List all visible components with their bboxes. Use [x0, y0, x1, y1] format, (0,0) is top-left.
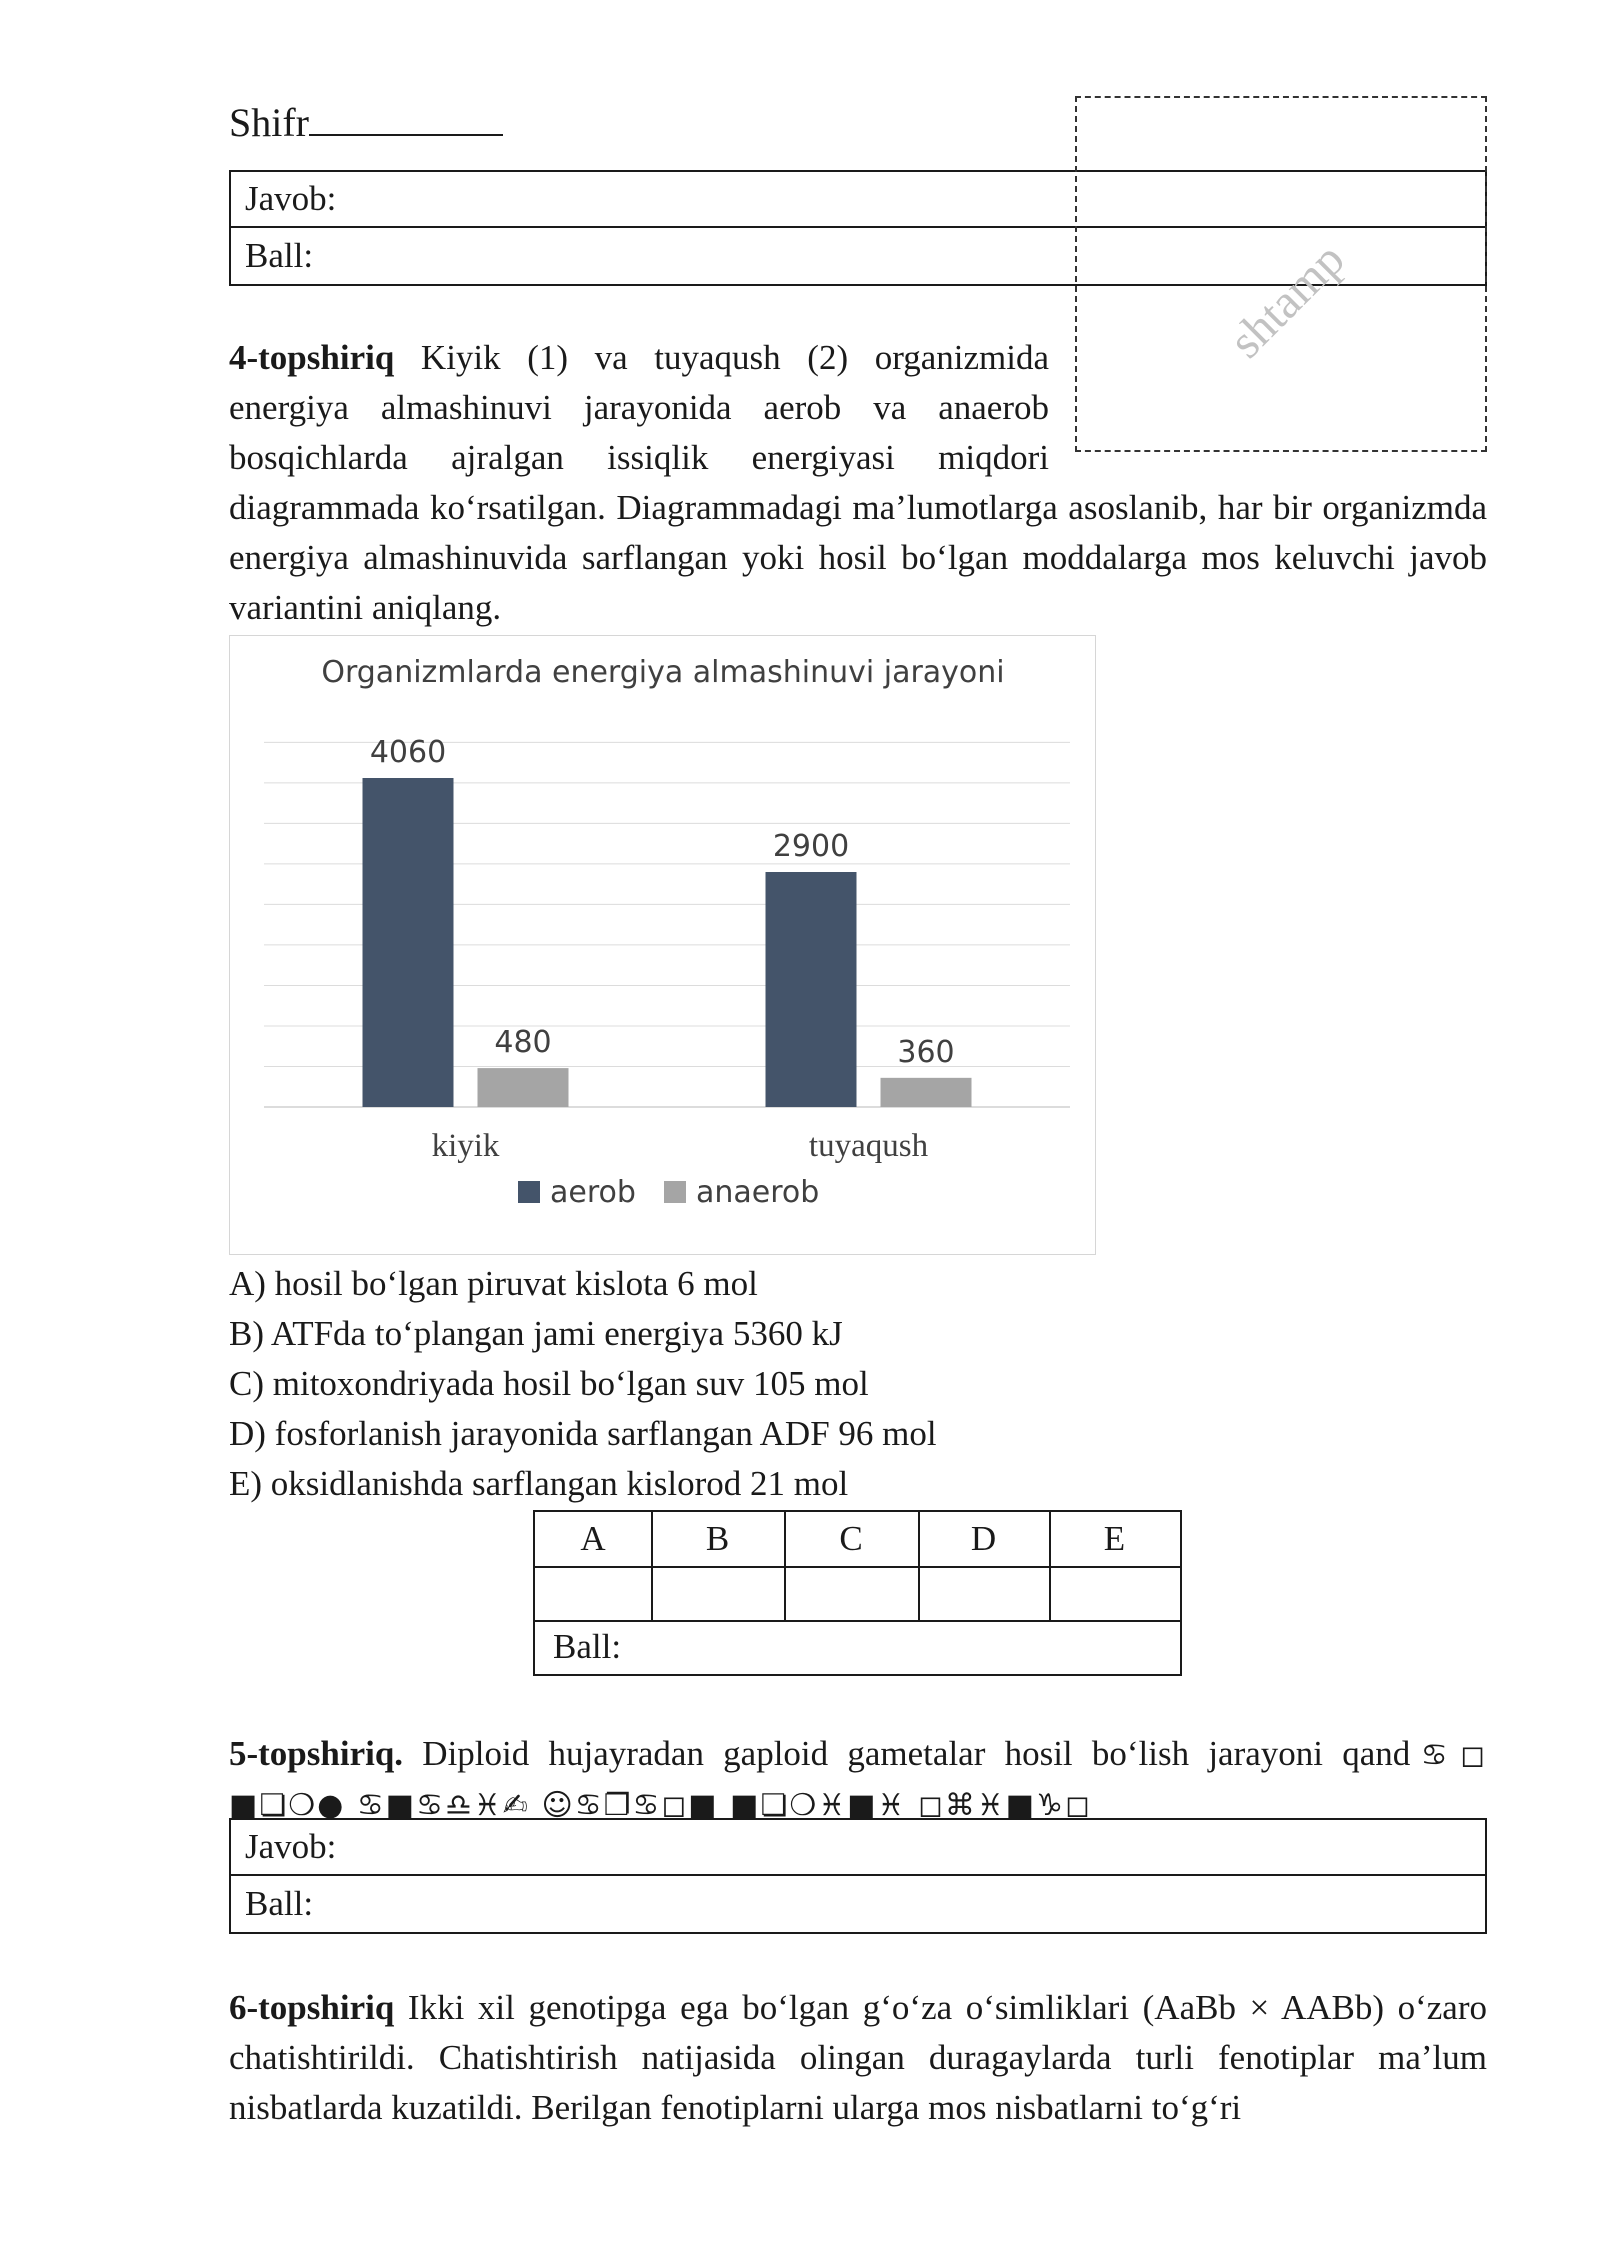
answer-cell-b[interactable]: [651, 1566, 784, 1620]
answer-cell-c[interactable]: [784, 1566, 918, 1620]
data-label: 2900: [772, 829, 850, 864]
task4-intro: [229, 333, 1049, 483]
grid-divider: [784, 1512, 786, 1620]
answer-cell-e[interactable]: [1049, 1566, 1180, 1620]
answer-grid: [533, 1510, 1182, 1676]
grid-divider: [535, 1620, 1180, 1622]
option-b: B) ATFda to‘plangan jami energiya 5360 kJ: [229, 1314, 843, 1353]
legend-swatch-aerob: [518, 1181, 540, 1203]
bar-aerob-kiyik: [363, 778, 454, 1107]
task5-ball-row[interactable]: [231, 1874, 1485, 1932]
task4-line3: bosqichlarda ajralgan issiqlik energiyasi miqdori: [229, 438, 1049, 477]
category-label: tuyaqush: [808, 1128, 929, 1164]
task5-ball-label: Ball:: [245, 1884, 314, 1923]
bar-anaerob-kiyik: [478, 1068, 569, 1107]
grid-divider: [535, 1566, 1180, 1568]
col-header-c: C: [839, 1519, 863, 1558]
option-e: E) oksidlanishda sarflangan kislorod 21 mol: [229, 1464, 849, 1503]
task4-line1: 4-topshiriq Kiyik (1) va tuyaqush (2) organizmida: [229, 338, 1050, 377]
grid-divider: [1049, 1512, 1051, 1620]
grid-ball-label: Ball:: [553, 1627, 622, 1666]
option-a: A) hosil bo‘lgan piruvat kislota 6 mol: [229, 1264, 758, 1303]
col-header-b: B: [705, 1519, 730, 1558]
task4-line2: energiya almashinuvi jarayonida aerob va anaerob: [229, 388, 1049, 427]
shifr-field: [229, 94, 503, 148]
bar-anaerob-tuyaqush: [881, 1078, 972, 1107]
legend-swatch-anaerob: [664, 1181, 686, 1203]
stamp-box: [1075, 96, 1487, 452]
shifr-line[interactable]: [309, 94, 503, 136]
col-header-a: A: [580, 1519, 606, 1558]
grid-ball-row[interactable]: [535, 1620, 1180, 1674]
task4-body: diagrammada ko‘rsatilgan. Diagrammadagi ma’lumotlarga asoslanib, har bir organizmda energiya almashinuvida sarflangan yoki hosil bo‘lgan moddalarga mos keluvchi javob variantini aniqlang.: [229, 488, 1487, 627]
shifr-label: Shifr: [229, 100, 309, 145]
option-c: C) mitoxondriyada hosil bo‘lgan suv 105 mol: [229, 1364, 869, 1403]
javob-label: Javob:: [245, 179, 337, 218]
bar-chart: [230, 636, 1094, 1253]
col-header-e: E: [1103, 1519, 1126, 1558]
grid-divider: [918, 1512, 920, 1620]
data-label: 360: [897, 1034, 955, 1070]
task4-title: 4-topshiriq: [229, 338, 395, 377]
data-label: 480: [494, 1025, 552, 1061]
answer-cell-d[interactable]: [918, 1566, 1049, 1620]
bar-aerob-tuyaqush: [766, 872, 857, 1107]
col-header-d: D: [970, 1519, 997, 1558]
grid-divider: [651, 1512, 653, 1620]
answer-cell-a[interactable]: [535, 1566, 651, 1620]
chart-title: Organizmlarda energiya almashinuvi jarayoni: [321, 655, 1005, 690]
data-label: 4060: [369, 735, 447, 770]
legend-label: anaerob: [696, 1175, 820, 1210]
category-label: kiyik: [431, 1128, 500, 1164]
chart-container: [229, 635, 1096, 1255]
task5-title: 5-topshiriq.: [229, 1734, 404, 1773]
task6-body: 6-topshiriq Ikki xil genotipga ega bo‘lgan g‘o‘za o‘simliklari (AaBb × AABb) o‘zaro chatishtirildi. Chatishtirish natijasida olingan duragaylarda turli fenotiplar ma’lum nisbatlarda kuzatildi. Berilgan fenotiplarni ularga mos nisbatlarni to‘g‘ri: [229, 1988, 1487, 2127]
option-d: D) fosforlanish jarayonida sarflangan ADF 96 mol: [229, 1414, 937, 1453]
task5-answer-table: [229, 1818, 1487, 1934]
task5-line1: 5-topshiriq. Diploid hujayradan gaploid gametalar hosil bo‘lish jarayoni qand♋◻: [229, 1734, 1488, 1773]
legend-label: aerob: [550, 1175, 636, 1210]
task6-title: 6-topshiriq: [229, 1988, 395, 2027]
task5-javob-row[interactable]: [231, 1820, 1485, 1874]
task5-javob-label: Javob:: [245, 1827, 337, 1866]
stamp-watermark: shtamp: [1219, 232, 1355, 369]
task5-line2: ■❏❍● ♋■♋♎♓✍ ☺♋❐♋◻■ ■❏❍♓■♓ ◻⌘♓■♑◻: [229, 1788, 1092, 1823]
ball-label: Ball:: [245, 236, 314, 275]
